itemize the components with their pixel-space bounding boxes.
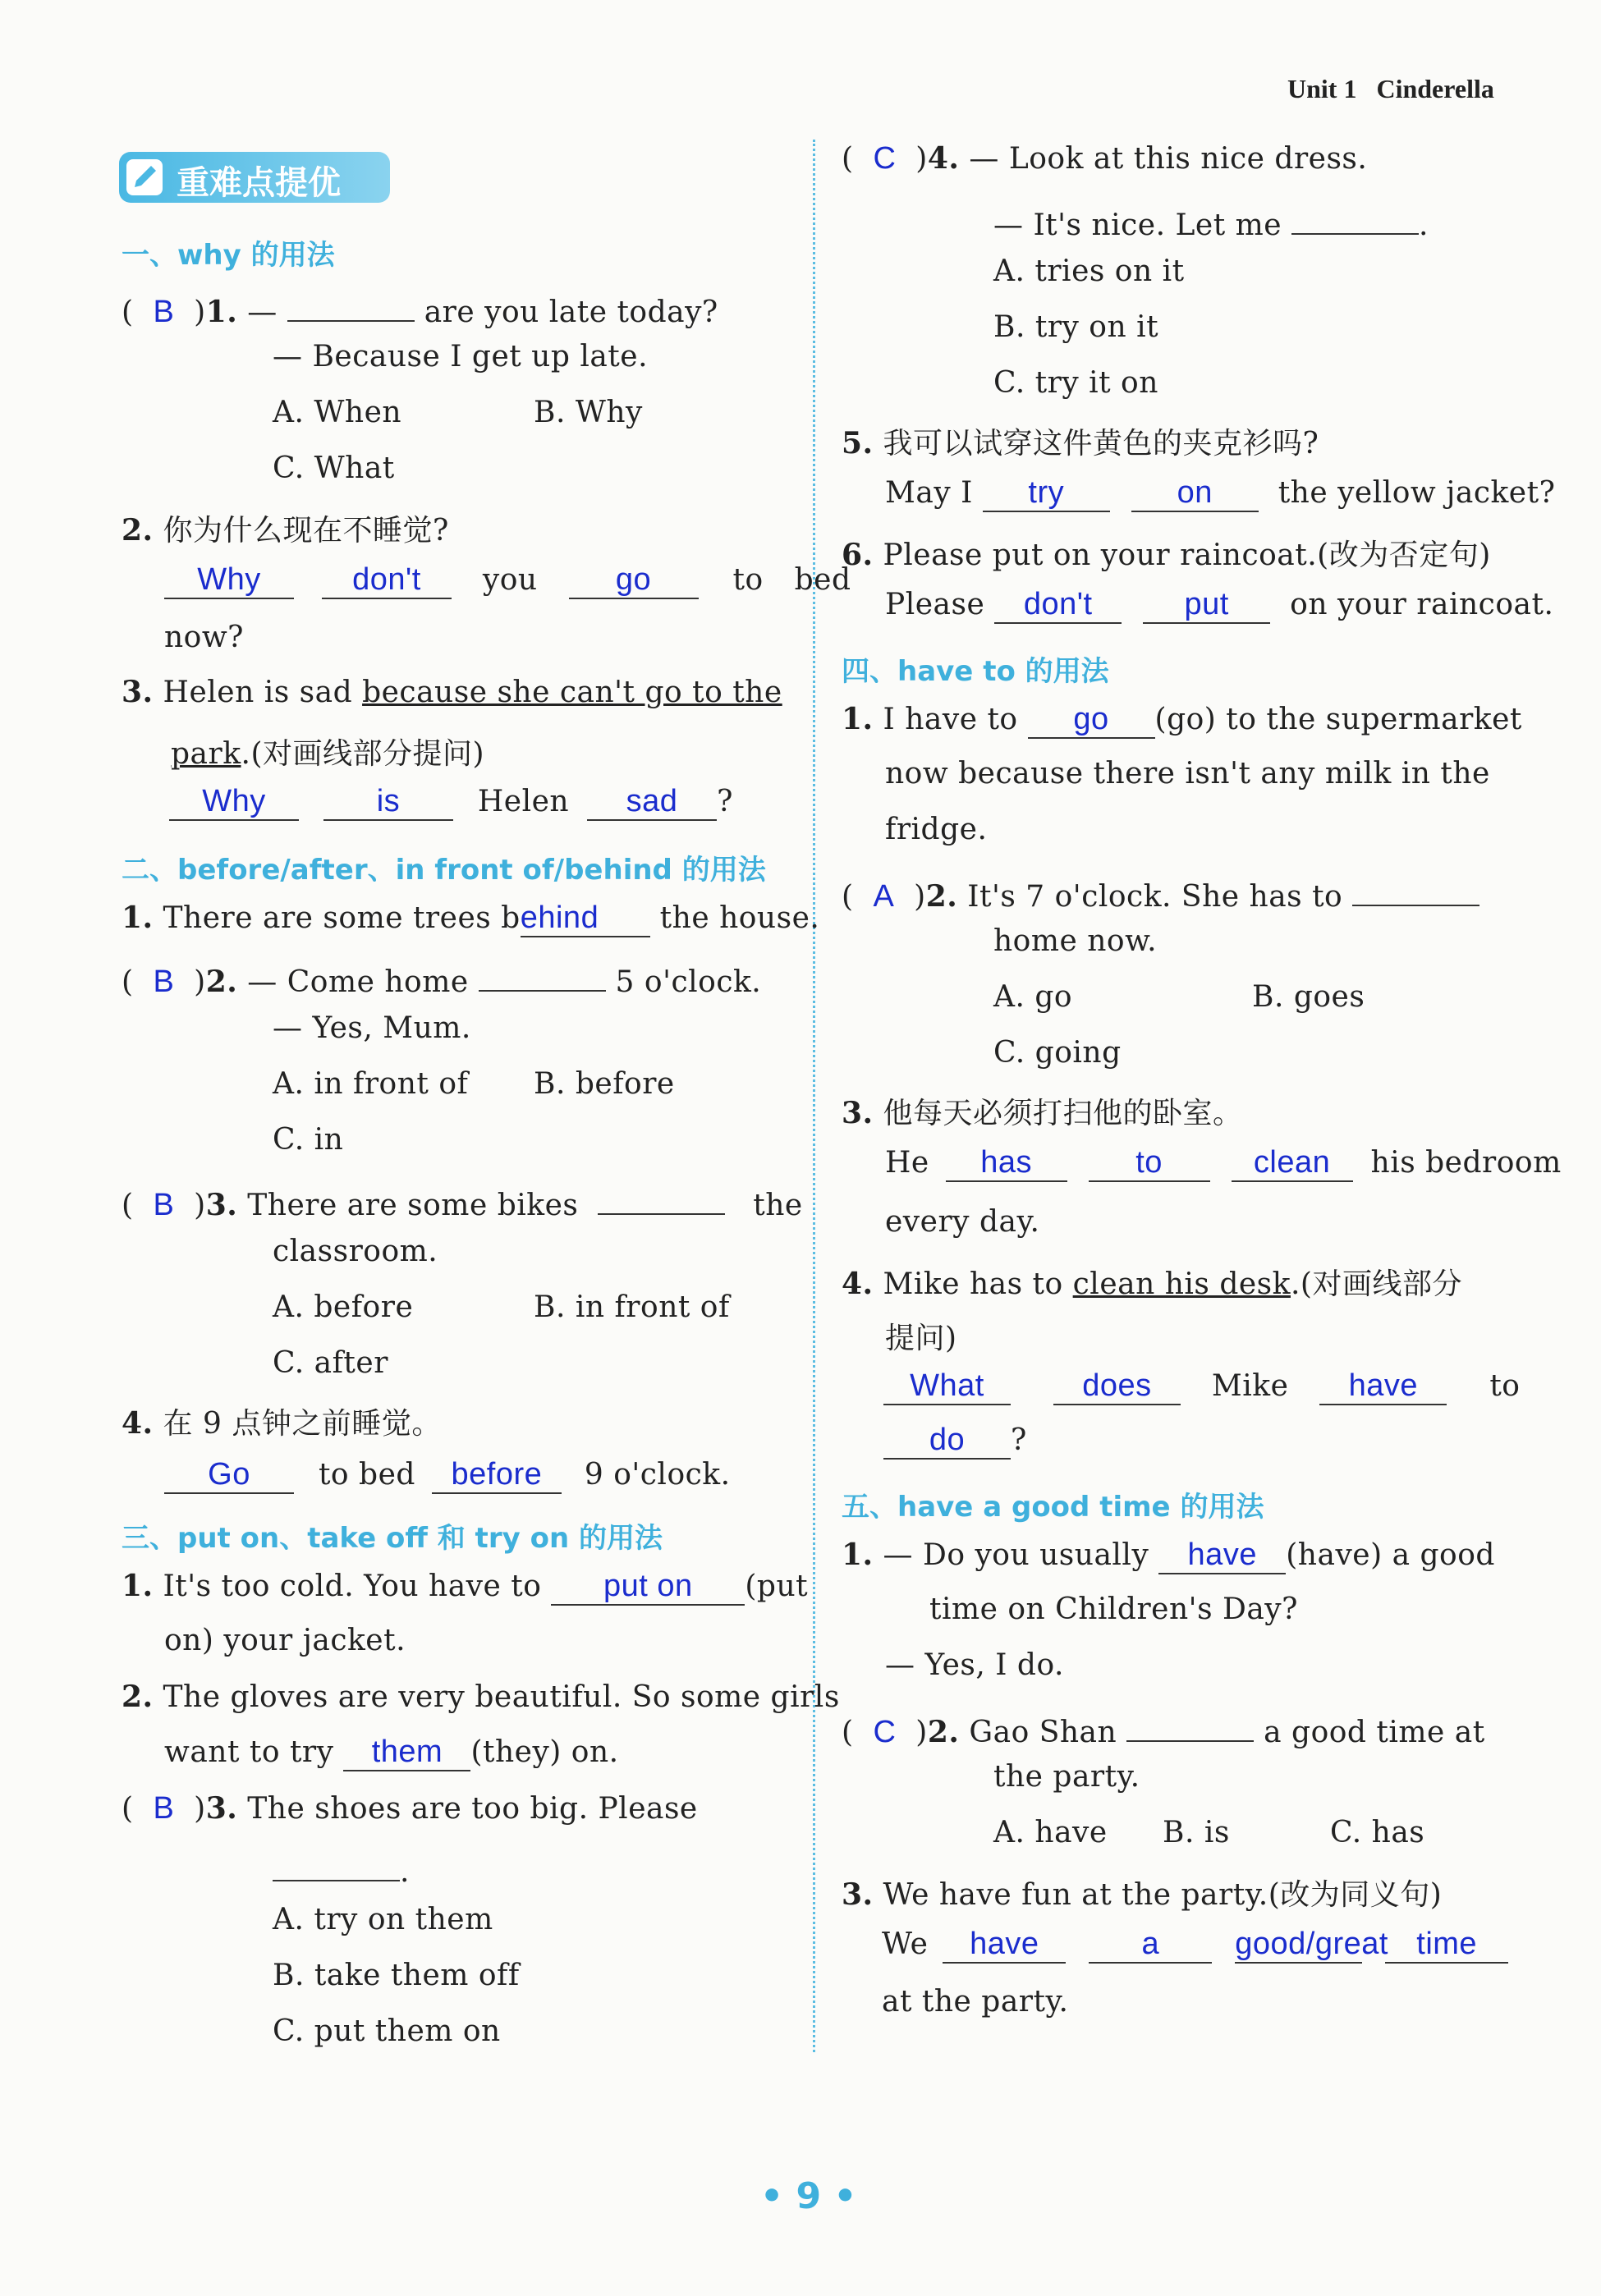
filled-answer: on xyxy=(1131,474,1259,512)
section-heading-good-time: 五、have a good time 的用法 xyxy=(842,1491,1264,1524)
blank xyxy=(598,1177,725,1215)
answer-letter: B xyxy=(153,1791,175,1826)
question-s2q2: ( B )2. — Come home 5 o'clock. xyxy=(122,954,761,1000)
filled-answer: do xyxy=(883,1422,1011,1460)
option-b: B. in front of xyxy=(534,1290,730,1324)
answer-letter: B xyxy=(153,965,175,999)
answer-letter: C xyxy=(873,141,897,176)
blank xyxy=(1291,197,1419,235)
question-line: at the party. xyxy=(882,1985,1069,2019)
filled-answer: go xyxy=(1028,701,1155,739)
page-number: • 9 • xyxy=(760,2175,857,2217)
answer-letter: B xyxy=(153,295,175,329)
option-c: C. in xyxy=(273,1123,344,1157)
option-b: B. is xyxy=(1163,1816,1230,1849)
answer-line: May I try on the yellow jacket? xyxy=(885,474,1555,512)
option-c: C. What xyxy=(273,451,395,485)
filled-answer: put on xyxy=(551,1568,745,1606)
question-line: . xyxy=(273,1844,410,1889)
question-s1q3: 3. Helen is sad because she can't go to the xyxy=(122,675,782,709)
option-c: C. try it on xyxy=(993,366,1158,400)
answer-line: Please don't put on your raincoat. xyxy=(885,586,1553,624)
blank xyxy=(1352,868,1479,906)
question-s4q1: 1. I have to go (go) to the supermarket xyxy=(842,701,1522,739)
question-s3q6: 6. Please put on your raincoat.(改为否定句) xyxy=(842,538,1491,572)
answer-line: do ? xyxy=(883,1422,1027,1460)
filled-answer: don't xyxy=(994,586,1122,624)
filled-answer: them xyxy=(343,1734,470,1771)
question-s5q1: 1. — Do you usually have (have) a good xyxy=(842,1537,1495,1574)
filled-answer: sad xyxy=(587,783,717,821)
filled-answer: go xyxy=(569,561,699,599)
question-line: home now. xyxy=(993,924,1158,958)
question-s3q1: 1. It's too cold. You have to put on (put xyxy=(122,1568,808,1606)
question-line: time on Children's Day? xyxy=(929,1593,1298,1626)
filled-answer: does xyxy=(1053,1368,1181,1405)
question-s2q4: 4. 在 9 点钟之前睡觉。 xyxy=(122,1406,442,1441)
filled-answer: good/great xyxy=(1235,1926,1362,1964)
option-a: A. try on them xyxy=(273,1903,493,1936)
filled-answer: Go xyxy=(164,1456,294,1494)
filled-answer: is xyxy=(323,783,453,821)
question-line: 提问) xyxy=(885,1322,957,1355)
filled-answer: has xyxy=(946,1144,1067,1182)
unit-title: Cinderella xyxy=(1376,74,1494,103)
filled-answer: Why xyxy=(169,783,299,821)
question-line: — Yes, Mum. xyxy=(273,1011,471,1045)
section-heading-put-on: 三、put on、take off 和 try on 的用法 xyxy=(122,1522,663,1555)
question-s1q1: ( B )1. — are you late today? xyxy=(122,284,718,330)
filled-answer: ehind xyxy=(521,900,650,937)
blank xyxy=(1126,1704,1254,1742)
option-a: A. in front of xyxy=(273,1067,469,1101)
question-s2q1: 1. There are some trees behind the house. xyxy=(122,900,819,937)
answer-line: He has to clean his bedroom xyxy=(885,1144,1562,1182)
banner-title: 重难点提优 xyxy=(177,164,341,202)
option-a: A. When xyxy=(273,396,402,429)
option-a: A. tries on it xyxy=(993,254,1185,288)
option-a: A. go xyxy=(993,980,1073,1014)
filled-answer: What xyxy=(883,1368,1011,1405)
question-s4q3: 3. 他每天必须打扫他的卧室。 xyxy=(842,1096,1243,1130)
question-s5q2: ( C )2. Gao Shan a good time at xyxy=(842,1704,1485,1750)
question-s3q2: 2. The gloves are very beautiful. So some girls xyxy=(122,1680,840,1714)
blank xyxy=(273,1844,400,1881)
answer-line: What does Mike have to xyxy=(883,1368,1520,1405)
question-s2q3: ( B )3. There are some bikes the xyxy=(122,1177,803,1223)
filled-answer: time xyxy=(1385,1926,1508,1964)
answer-line: We have a good/great time xyxy=(882,1926,1508,1964)
question-line: — Because I get up late. xyxy=(273,340,649,374)
question-line: the party. xyxy=(993,1760,1140,1794)
answer-line: want to try them (they) on. xyxy=(164,1734,619,1771)
question-line: classroom. xyxy=(273,1235,438,1268)
question-s5q3: 3. We have fun at the party.(改为同义句) xyxy=(842,1877,1443,1912)
question-line: — Yes, I do. xyxy=(885,1648,1064,1682)
option-b: B. goes xyxy=(1252,980,1365,1014)
option-b: B. Why xyxy=(534,396,643,429)
option-c: C. going xyxy=(993,1036,1122,1070)
unit-number: Unit 1 xyxy=(1287,74,1357,103)
filled-answer: a xyxy=(1089,1926,1212,1964)
filled-answer: have xyxy=(943,1926,1066,1964)
option-b: B. take them off xyxy=(273,1959,520,1992)
option-b: B. try on it xyxy=(993,310,1159,344)
option-a: A. have xyxy=(993,1816,1108,1849)
option-b: B. before xyxy=(534,1067,675,1101)
blank xyxy=(479,954,606,992)
question-line: fridge. xyxy=(885,813,988,846)
filled-answer: try xyxy=(983,474,1110,512)
answer-letter: A xyxy=(873,879,895,914)
answer-line: Why is Helen sad ? xyxy=(169,783,733,821)
option-c: C. after xyxy=(273,1346,388,1380)
question-line: on) your jacket. xyxy=(164,1624,406,1657)
question-line: now because there isn't any milk in the xyxy=(885,757,1490,791)
filled-answer: to xyxy=(1089,1144,1210,1182)
section-heading-before-after: 二、before/after、in front of/behind 的用法 xyxy=(122,854,766,887)
section-heading-why: 一、why 的用法 xyxy=(122,239,335,272)
blank xyxy=(287,284,415,322)
unit-label xyxy=(1287,74,1494,104)
filled-answer: have xyxy=(1158,1537,1286,1574)
filled-answer: clean xyxy=(1232,1144,1353,1182)
question-line: now? xyxy=(164,621,244,654)
filled-answer: have xyxy=(1319,1368,1447,1405)
answer-line: Why don't you go to bed xyxy=(164,561,851,599)
option-c: C. has xyxy=(1330,1816,1425,1849)
filled-answer: before xyxy=(432,1456,562,1494)
answer-letter: B xyxy=(153,1188,175,1222)
filled-answer: put xyxy=(1143,586,1270,624)
question-line: park.(对画线部分提问) xyxy=(171,737,485,771)
question-line: — It's nice. Let me . xyxy=(993,197,1429,242)
filled-answer: Why xyxy=(164,561,294,599)
question-s3q5: 5. 我可以试穿这件黄色的夹克衫吗? xyxy=(842,426,1319,461)
question-s4q2: ( A )2. It's 7 o'clock. She has to xyxy=(842,868,1479,914)
option-a: A. before xyxy=(273,1290,414,1324)
answer-letter: C xyxy=(873,1715,897,1749)
question-s3q3: ( B )3. The shoes are too big. Please xyxy=(122,1791,698,1826)
filled-answer: don't xyxy=(322,561,452,599)
option-c: C. put them on xyxy=(273,2014,501,2048)
section-heading-have-to: 四、have to 的用法 xyxy=(842,655,1109,688)
question-line: every day. xyxy=(885,1205,1040,1239)
question-s4q4: 4. Mike has to clean his desk.(对画线部分 xyxy=(842,1267,1462,1301)
answer-line: Go to bed before 9 o'clock. xyxy=(164,1456,731,1494)
question-s1q2: 2. 你为什么现在不睡觉? xyxy=(122,513,449,548)
question-s3q4: ( C )4. — Look at this nice dress. xyxy=(842,141,1368,176)
pencil-icon xyxy=(125,158,166,197)
column-divider xyxy=(813,140,815,2052)
